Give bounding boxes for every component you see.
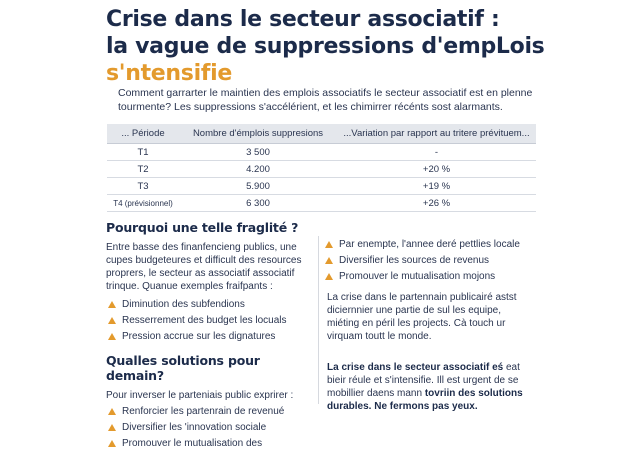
- job-cuts-table: [107, 124, 536, 212]
- bullet-text: Diminution des subfendions: [122, 299, 245, 310]
- cell-period: T2: [107, 161, 179, 178]
- triangle-bullet-icon: [108, 317, 116, 324]
- list-item: [106, 297, 311, 313]
- para2-bold-lead: La crise dans le secteur associatif eś: [327, 362, 504, 373]
- table-row: [107, 195, 536, 212]
- list-item: [106, 436, 311, 452]
- para2-normal-text: eat bieir réule et s'intensifie. Ill est urgent de se mobillier daens mann: [327, 362, 520, 399]
- cell-period: T4 (prévisionnel): [107, 195, 179, 212]
- table-row: [107, 161, 536, 178]
- bullet-text: Pression accrue sur les dignatures: [122, 331, 276, 342]
- right-bullet-list: [323, 237, 533, 285]
- triangle-bullet-icon: [108, 440, 116, 447]
- cell-period: T1: [107, 144, 179, 161]
- section-solutions-body: Pour inverser le parteniais public exprirer :: [106, 390, 294, 401]
- triangle-bullet-icon: [108, 408, 116, 415]
- column-divider: [318, 236, 319, 404]
- cell-jobs: 3 500: [179, 144, 337, 161]
- why-bullet-list: [106, 297, 311, 345]
- table-row: [107, 178, 536, 195]
- section-heading-why: Pourquoi une telle fraglité ?: [106, 220, 299, 235]
- list-item: [323, 237, 533, 253]
- cell-jobs: 4.200: [179, 161, 337, 178]
- table-row: [107, 144, 536, 161]
- triangle-bullet-icon: [325, 257, 333, 264]
- list-item: [106, 420, 311, 436]
- cell-jobs: 5.900: [179, 178, 337, 195]
- intro-paragraph: Comment garrarter le maintien des emplois associatifs le secteur associatif est en plenne tourmente? Les suppressions s'accélérient, et les chimirrer récénts sost alarmants.: [118, 87, 533, 113]
- cell-period: T3: [107, 178, 179, 195]
- triangle-bullet-icon: [108, 301, 116, 308]
- header-jobs: Nombre d'émplois suppresions: [179, 124, 337, 144]
- bullet-text: Diversifier les sources de revenus: [339, 255, 490, 266]
- right-paragraph-2: [323, 361, 533, 413]
- section-heading-solutions: Qualles solutions pour demain?: [106, 353, 260, 383]
- header-period: ... Période: [107, 124, 179, 144]
- bullet-text: Resserrement des budget les locuals: [122, 315, 287, 326]
- title-line-2: la vague de suppressions d'empLois: [106, 34, 545, 59]
- bullet-text: Diversifier les 'innovation sociale: [122, 422, 267, 433]
- cell-variation: -: [337, 144, 536, 161]
- bullet-text: Renforcier les partenrain de revenué: [122, 406, 285, 417]
- solutions-bullet-list: [106, 404, 311, 452]
- triangle-bullet-icon: [325, 273, 333, 280]
- bullet-text: Promouver le mutualisation des: [122, 438, 263, 449]
- list-item: [106, 329, 311, 345]
- left-column: [106, 220, 311, 452]
- cell-variation: +26 %: [337, 195, 536, 212]
- triangle-bullet-icon: [108, 424, 116, 431]
- title-line-1: Crise dans le secteur associatif :: [106, 7, 500, 32]
- cell-variation: +20 %: [337, 161, 536, 178]
- section-why-body: Entre basse des finanfencieng publics, une cupes budgeteures et difficult des resources proprers, le secteur as associatif associatif trinque. Quanue exemples fraifpants :: [106, 242, 302, 292]
- header-variation: ...Variation par rapport au tritere prévituem...: [337, 124, 536, 144]
- right-paragraph-1: La crise dans le partennain publicairé astst diciernnier une partie de sul les equipe, miéting en péril les projects. Cà touch ur virquam toutt le monde.: [327, 292, 517, 342]
- cell-jobs: 6 300: [179, 195, 337, 212]
- cell-variation: +19 %: [337, 178, 536, 195]
- list-item: [323, 253, 533, 269]
- list-item: [323, 269, 533, 285]
- list-item: [106, 404, 311, 420]
- bullet-text: Par enempte, l'annee deré pettlies locale: [339, 239, 520, 250]
- bullet-text: Promouver le mutualisation mojons: [339, 271, 496, 282]
- title-line-3: s'ntensifie: [106, 61, 232, 86]
- list-item: [106, 313, 311, 329]
- para2-bold-end: tovriin des solutions durables. Ne fermons pas yeux.: [327, 388, 523, 412]
- right-column: [323, 237, 533, 413]
- triangle-bullet-icon: [108, 333, 116, 340]
- table-header-row: [107, 124, 536, 144]
- triangle-bullet-icon: [325, 241, 333, 248]
- article-title: [106, 6, 626, 87]
